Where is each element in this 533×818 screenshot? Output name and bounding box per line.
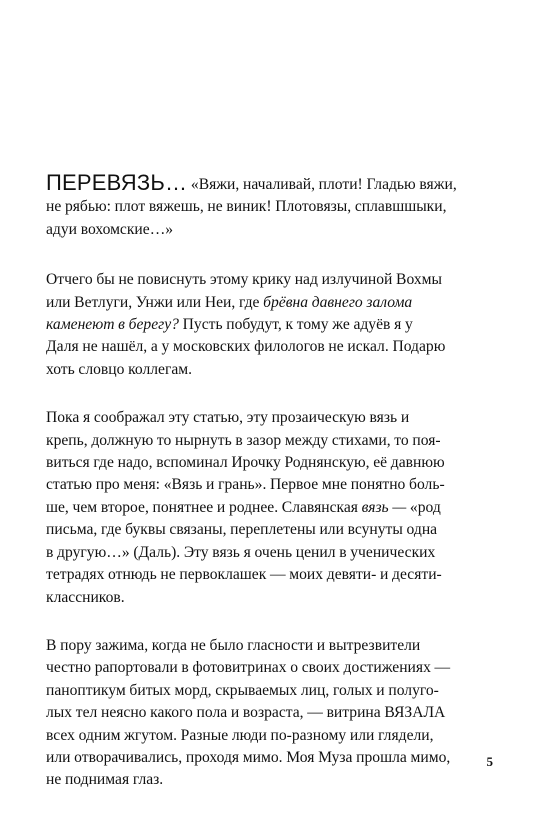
paragraph-vokhma (46, 269, 504, 381)
paragraph-text: «Вяжи, началивай, плоти! Гладью вяжи, не рябью: плот вяжешь, не виник! Плотовязы, сплавшшыки, адуи вохомские…» (46, 176, 457, 238)
paragraph-text: В пору зажима, когда не было гласности и вытрезвители честно рапортовали в фотовитринах о своих достижениях — паноптикум битых морд, скрываемых лиц, голых и полуго- лых тел неясно какого пола и возраста, — витрина ВЯЗАЛА всех одним жгутом. Разные люди по-разному или глядели, или отворачивались, проходя мимо. Моя Муза прошла мимо, не поднимая глаз. (46, 636, 451, 789)
italic-phrase: вязь — (361, 498, 407, 516)
paragraph-vyaz (46, 407, 504, 609)
paragraph-text: Пока я соображал эту статью, эту прозаическую вязь и крепь, должную то нырнуть в зазор между стихами, то поя- виться где надо, вспоминал Ирочку Роднянскую, её давнюю статью про меня: «Вязь и грань». Первое мне понятно боль- ше, чем второе, понятнее и роднее. Славянская (46, 409, 445, 516)
page-body (46, 172, 504, 818)
paragraph-text: Пусть побудут, к тому же адуёв я у Даля не нашёл, а у московских филологов не искал. Подарю хоть словцо коллегам. (46, 316, 446, 378)
paragraph-text: «род письма, где буквы связаны, переплетены или всунуты одна в другую…» (Даль). Эту вязь я очень ценил в ученических тетрадях отнюдь не первоклашек — моих девяти- и десяти- классников. (46, 498, 442, 606)
paragraph-text: Отчего бы не повиснуть этому крику над излучиной Вохмы или Ветлуги, Унжи или Неи, где (46, 271, 442, 311)
page-number: 5 (486, 754, 493, 769)
paragraph-perevyaz (46, 172, 504, 241)
paragraph-vitrina (46, 635, 504, 792)
italic-phrase: брёвна давнего залома каменеют в берегу? (46, 293, 413, 334)
lead-word: ПЕРЕВЯЗЬ… (46, 170, 188, 195)
